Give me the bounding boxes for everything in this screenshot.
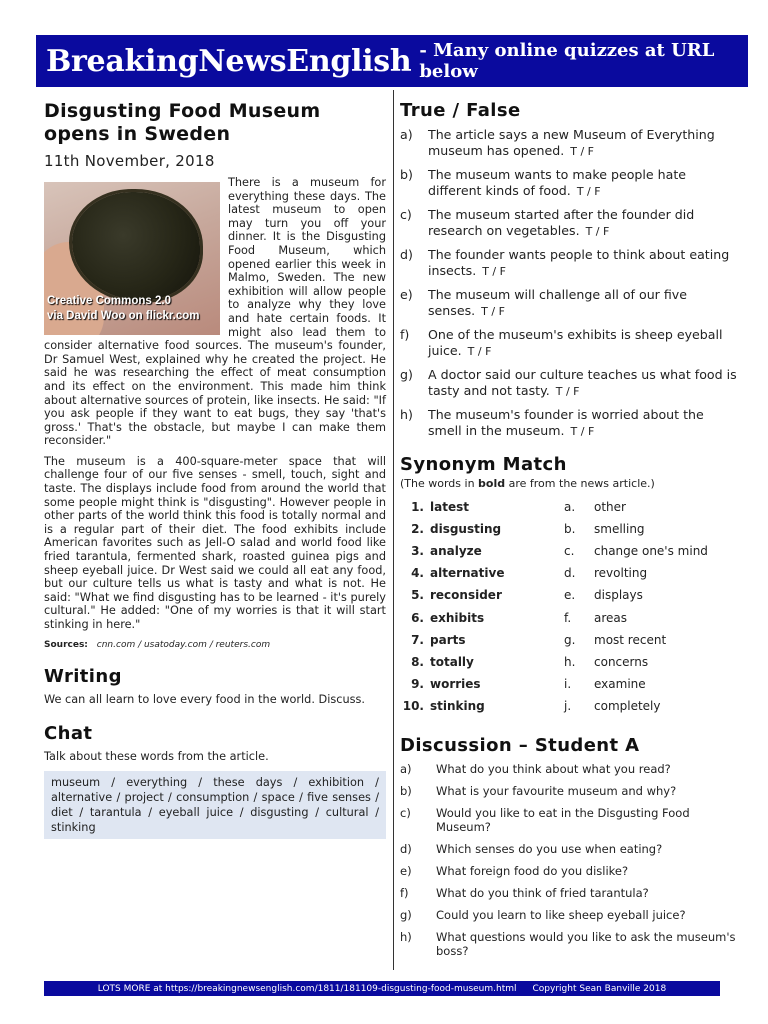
- discussion-item: g) Could you learn to like sheep eyeball juice?: [400, 907, 686, 922]
- true-false-item: f) One of the museum's exhibits is sheep eyeball juice. T / F: [400, 327, 723, 358]
- footer-bar: [44, 981, 720, 996]
- synonym-row: 8. totally h. concerns: [411, 654, 649, 669]
- right-column: [400, 100, 740, 966]
- synonym-row: 10. stinking j. completely: [402, 698, 661, 713]
- true-false-item: h) The museum's founder is worried about the smell in the museum. T / F: [400, 407, 704, 438]
- column-divider: [393, 90, 394, 970]
- article-title: Disgusting Food Museum opens in Sweden: [44, 100, 321, 145]
- header-banner: [36, 35, 748, 87]
- writing-heading: Writing: [44, 666, 122, 688]
- writing-prompt: We can all learn to love every food in the world. Discuss.: [44, 693, 365, 707]
- footer-url-link[interactable]: LOTS MORE at https://breakingnewsenglish.com/1811/181109-disgusting-food-museum.html: [97, 983, 517, 994]
- synonym-row: 3. analyze c. change one's mind: [411, 544, 708, 559]
- tf-marker[interactable]: T / F: [576, 185, 601, 198]
- chat-heading: Chat: [44, 723, 93, 745]
- discussion-item: c) Would you like to eat in the Disgusting Food Museum?: [400, 805, 690, 834]
- true-false-item: e) The museum will challenge all of our five senses. T / F: [400, 287, 687, 318]
- article-body: [44, 176, 386, 652]
- true-false-list: [400, 127, 740, 440]
- synonym-note: (The words in bold are from the news article.): [400, 477, 655, 490]
- sources-list: cnn.com / usatoday.com / reuters.com: [96, 639, 271, 650]
- article-photo: [44, 182, 220, 335]
- synonym-row: 9. worries i. examine: [411, 676, 646, 691]
- discussion-heading: Discussion – Student A: [400, 734, 640, 756]
- synonym-row: 1. latest a. other: [411, 500, 626, 515]
- synonym-table: [400, 496, 740, 717]
- discussion-list: [400, 762, 740, 958]
- discussion-item: d) Which senses do you use when eating?: [400, 841, 663, 856]
- synonym-heading: Synonym Match: [400, 454, 567, 475]
- chat-instruction: Talk about these words from the article.: [44, 750, 269, 764]
- left-column: [44, 100, 386, 839]
- tf-marker[interactable]: T / F: [481, 305, 505, 318]
- tf-marker[interactable]: T / F: [585, 225, 610, 238]
- footer-copyright: Copyright Sean Banville 2018: [532, 983, 667, 994]
- discussion-item: e) What foreign food do you dislike?: [400, 863, 629, 878]
- synonym-row: 6. exhibits f. areas: [411, 610, 628, 625]
- tf-marker[interactable]: T / F: [570, 425, 595, 438]
- sources-line: Sources: cnn.com / usatoday.com / reuters.com: [44, 639, 271, 650]
- site-tagline: - Many online quizzes at URL below: [419, 40, 715, 82]
- discussion-item: a) What do you think about what you read?: [400, 761, 671, 776]
- discussion-item: b) What is your favourite museum and why?: [400, 783, 677, 798]
- synonym-row: 7. parts g. most recent: [411, 632, 667, 647]
- tf-marker[interactable]: T / F: [482, 265, 506, 278]
- article-date: 11th November, 2018: [44, 152, 215, 170]
- photo-credit: Creative Commons 2.0 via David Woo on flickr.com: [47, 295, 200, 322]
- true-false-item: d) The founder wants people to think about eating insects. T / F: [400, 247, 730, 278]
- tf-marker[interactable]: T / F: [570, 145, 594, 158]
- true-false-item: g) A doctor said our culture teaches us what food is tasty and not tasty. T / F: [400, 367, 737, 398]
- tf-marker[interactable]: T / F: [555, 385, 580, 398]
- synonym-row: 4. alternative d. revolting: [411, 566, 648, 581]
- discussion-item: h) What questions would you like to ask the museum's boss?: [400, 929, 736, 958]
- synonym-row: 2. disgusting b. smelling: [411, 522, 645, 537]
- true-false-item: b) The museum wants to make people hate different kinds of food. T / F: [400, 167, 687, 198]
- true-false-item: c) The museum started after the founder did research on vegetables. T / F: [400, 207, 695, 238]
- article-paragraph: There is a museum for everything these days. The latest museum to open may turn you off your dinner. It is the Disgusting Food Museum, which opened earlier this week in Malmo, Sweden. The new exhibition will allow people to analyze why they love and hate certain foods. It might also lead them to consider alternative food sources. The museum's founder, Dr Samuel West, explained why he created the project. He said he was researching the effect of meat consumption and its effect on the environment. This made him think about alternative sources of protein, like insects. He said: "If you ask people if they want to eat bugs, they say 'that's gross.' That's the obstacle, but maybe I can make them reconsider.": [44, 176, 386, 448]
- true-false-item: a) The article says a new Museum of Everything museum has opened. T / F: [400, 127, 715, 158]
- site-brand: BreakingNewsEnglish: [46, 43, 412, 79]
- synonym-row: 5. reconsider e. displays: [411, 588, 643, 603]
- tf-marker[interactable]: T / F: [467, 345, 492, 358]
- chat-word-box: museum / everything / these days / exhibition / alternative / project / consumption / space / five senses / diet / tarantula / eyeball juice / disgusting / cultural / stinking: [44, 771, 386, 839]
- true-false-heading: True / False: [400, 100, 521, 121]
- discussion-item: f) What do you think of fried tarantula?: [400, 885, 649, 900]
- article-paragraph: The museum is a 400-square-meter space that will challenge four of our five senses - smell, touch, sight and taste. The displays include food from around the world that some people might think is "disgusting". However people in other parts of the world think this food is totally normal and is a regular part of their diet. The food exhibits include American favorites such as Jell-O salad and world food like fried tarantula, fermented shark, roasted guinea pigs and sheep eyeball juice. Dr West said we could all eat any food, but our culture tells us what is tasty and what is not. He said: "What we find disgusting has to be learned - it's purely cultural." He added: "One of my worries is that it will start stinking in here.": [44, 454, 386, 631]
